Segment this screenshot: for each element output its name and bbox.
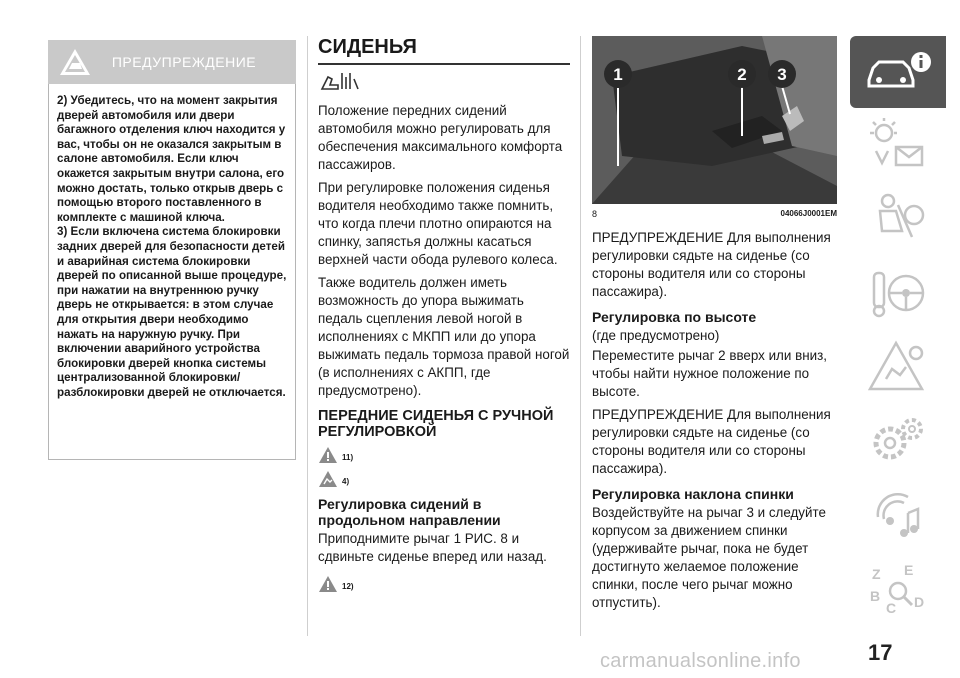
body-text: При регулировке положения сиденья водителя необходимо также помнить, что когда плечи плотно опираются на спинку, запястья должны касаться верхней части обода рулевого колеса. — [318, 180, 558, 267]
body-text: Переместите рычаг 2 вверх или вниз, чтобы найти нужное положение по высоте. — [592, 348, 827, 399]
sidebar-item-maintenance[interactable] — [850, 404, 946, 478]
page-number: 17 — [868, 640, 893, 665]
warning-reference — [318, 442, 570, 464]
sidebar-item-car-info[interactable] — [850, 36, 946, 108]
safety-airbag-icon — [868, 191, 928, 247]
body-text: ПРЕДУПРЕЖДЕНИЕ Для выполнения регулировки сядьте на сиденье (со стороны водителя или со стороны пассажира). — [592, 407, 831, 476]
svg-text:C: C — [886, 600, 897, 616]
photo-callout: 1 — [613, 65, 623, 84]
body-text: (где предусмотрено) — [592, 328, 720, 343]
sidebar-item-starting[interactable] — [850, 256, 946, 330]
body-text: Воздействуйте на рычаг 3 и следуйте корпусом за движением спинки (удерживайте рычаг, пока не будет достигнуто желаемое положение спинки, после чего рычаг можно отпустить). — [592, 505, 826, 610]
seat-photo — [592, 36, 837, 204]
caution-triangle-icon — [318, 470, 338, 488]
figure-number: 8 — [592, 209, 598, 219]
warning-triangle-icon — [318, 575, 338, 593]
body-text: Также водитель должен иметь возможность до упора выжимать педаль сцепления левой ногой в исполнениях с МКПП или до упора выжимать педаль тормоза правой ногой (в исполнениях с АКПП, где предусмотрено). — [318, 275, 570, 398]
warning-ref-number: 12) — [342, 582, 354, 591]
sidebar-item-safety[interactable] — [850, 182, 946, 256]
multimedia-icon — [868, 487, 928, 543]
warning-triangle-icon — [58, 47, 92, 77]
car-info-icon — [863, 50, 933, 94]
warning-paragraph: 3) Если включена система блокировки задних дверей для безопасности детей и аварийная система блокировки дверей по описанной выше процедуре, при нажатии на внутреннюю ручку дверь не открывается: в этом случае для открытия двери необходимо нажать на наружную ручку. При включении аварийного устройства блокировки дверей кнопка системы централизованной блокировки/разблокировки дверей не отключается. — [57, 225, 287, 399]
warning-reference — [318, 466, 570, 488]
subsection-title: ПЕРЕДНИЕ СИДЕНЬЯ С РУЧНОЙ РЕГУЛИРОВКОЙ — [318, 408, 554, 440]
chapter-sidebar — [850, 36, 946, 626]
warning-title: ПРЕДУПРЕЖДЕНИЕ — [111, 54, 257, 70]
warning-ref-number: 4) — [342, 477, 350, 486]
warning-triangle-icon — [318, 446, 338, 464]
steering-key-icon — [868, 265, 928, 321]
column-divider — [307, 36, 308, 636]
body-text: Приподнимите рычаг 1 РИС. 8 и сдвиньте сиденье вперед или назад. — [318, 531, 547, 564]
watermark: carmanualsonline.info — [600, 650, 801, 672]
warning-paragraph: 2) Убедитесь, что на момент закрытия дверей автомобиля или двери багажного отделения ключ находится у вас, чтобы он не оказался закрытым в салоне автомобиля. Если ключ окажется закрытым внутри салона, его можно достать, только открыв дверь с помощью второго поставленного в комплекте с машиной ключа. — [57, 94, 286, 224]
warning-ref-number: 11) — [342, 453, 354, 462]
body-text: ПРЕДУПРЕЖДЕНИЕ Для выполнения регулировки сядьте на сиденье (со стороны водителя или со стороны пассажира). — [592, 230, 831, 299]
sidebar-item-emergency[interactable] — [850, 330, 946, 404]
photo-callout: 2 — [737, 65, 747, 84]
sidebar-item-dashboard[interactable] — [850, 108, 946, 182]
warning-reference — [318, 571, 570, 593]
emergency-triangle-icon — [868, 339, 928, 395]
seats-column — [318, 36, 570, 595]
figure-code: 04066J0001EM — [780, 209, 837, 218]
subsection-title: Регулировка сидений в продольном направлении — [318, 496, 501, 528]
warning-body — [48, 84, 296, 460]
dashboard-lights-icon — [868, 117, 928, 173]
figure-caption — [592, 209, 837, 219]
subsection-title: Регулировка по высоте — [592, 309, 757, 325]
svg-text:Z: Z — [872, 566, 881, 582]
section-title: СИДЕНЬЯ — [318, 36, 570, 65]
subsection-title: Регулировка наклона спинки — [592, 486, 794, 502]
seat-illustration — [592, 36, 837, 204]
seat-symbol-icon — [318, 69, 362, 93]
maintenance-gears-icon — [868, 413, 928, 469]
warning-box — [48, 40, 296, 462]
sidebar-item-multimedia[interactable] — [850, 478, 946, 552]
photo-callout: 3 — [777, 65, 787, 84]
sidebar-item-index[interactable] — [850, 552, 946, 626]
svg-text:D: D — [914, 594, 925, 610]
svg-text:E: E — [904, 562, 914, 578]
svg-text:B: B — [870, 588, 881, 604]
adjustment-column — [592, 36, 837, 617]
index-az-icon — [868, 561, 928, 617]
body-text: Положение передних сидений автомобиля можно регулировать для обеспечения максимального комфорта пассажиров. — [318, 103, 563, 172]
warning-header — [48, 40, 296, 84]
column-divider — [580, 36, 581, 636]
